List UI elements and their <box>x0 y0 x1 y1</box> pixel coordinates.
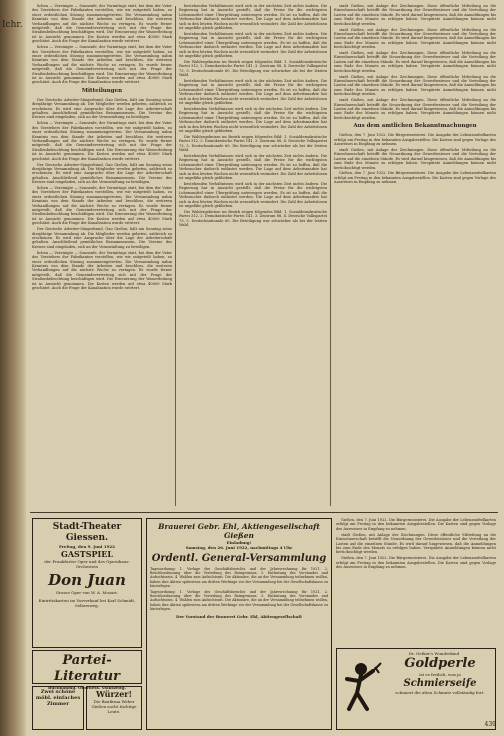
room-ad-text: Zwei schöne möbl. einfaches Zimmer <box>35 689 81 707</box>
article-text: bestehenden Verhältnissen wird sich in der nächsten Zeit nichts ändern. Die Regierung hat in Aussicht gestellt, daß die Preise für die wichtigsten Lebensmittel einer Überprüfung unterzogen werden. Es ist zu hoffen, daß die Verbraucher dadurch entlastet werden. Die Lage auf dem Arbeitsmarkte hat sich in den letzten Wochen nicht wesentlich verändert. Die Zahl der Arbeitslosen ist ungefähr gleich geblieben. <box>179 4 328 31</box>
goldperle-ad <box>336 648 496 730</box>
article-column-1 <box>32 4 172 509</box>
goldperle-title: Goldperle <box>404 656 476 671</box>
literature-subtitle: Buchhandlg. Oberhess. Volkszeitg. <box>48 685 126 690</box>
article-text: Die Wahlergebnisse im Bezirk zeigen folgendes Bild: 1. Sozialdemokratische Partei 312, 2. Demokratische Partei 141, 3. Zentrum 88, 4. Deutsche Volkspartei 73, 5. Deutschnationale 60. Die Beteiligung war schwächer als bei der letzten Wahl. <box>179 209 327 228</box>
brewery-date: Samstag, den 26. Juni 1922, nachmittags 4 Uhr <box>185 545 293 550</box>
article-text: lichen — Vereinigte — Sonnenfe, der Vormittags statt, bei dem der Vater des Vorstehers der Fabrikanten vorstellen, wie wir mitgeteilt haben, zu einer ordentlichen Sitzung zusammengetreten. Die Versammlung nahm Kenntnis von dem Stande der Arbeiten und beschloss, die weiteren Verhandlungen auf die nächste Woche zu vertagen. Es wurde ferner mitgeteilt, daß die Gemeindevertretung sich mit der Frage der Straßenbeleuchtung beschäftigen wird. Die Erneuerung der Wasserleitung ist in Aussicht genommen. Die Kosten werden auf etwa 40000 Mark geschätzt. Auch die Frage der Kanalisation wurde erörtert. <box>32 4 172 44</box>
article-text: stadt Gießen, mit Anlage der Zeichnungen. Diese öffentliche Mitteilung an die Einwohnerschaft betrifft die Neuordnung der Gewerbesteuer und die Verteilung der Lasten auf die einzelnen Stände. Es wird darauf hingewiesen, daß die Anmeldungen bis zum Ende des Monats zu erfolgen haben. Verspätete Anmeldungen können nicht berücksichtigt werden. <box>334 147 496 170</box>
article-text: Der Deutsche Arbeiter-Sängerbund, Gau Gießen, hält am Sonntag seine diesjährige Versammlung ab. Die Mitglieder werden gebeten, zahlreich zu erscheinen. Es wird eine Ansprache über die Lage der Arbeiterschaft gehalten. Anschließend gemütliches Beisammensein. Die Vereine des Kreises sind eingeladen, sich an der Veranstaltung zu beteiligen. <box>32 162 172 185</box>
article-text: bestehenden Verhältnissen wird sich in der nächsten Zeit nichts ändern. Die Regierung hat in Aussicht gestellt, daß die Preise für die wichtigsten Lebensmittel einer Überprüfung unterzogen werden. Es ist zu hoffen, daß die Verbraucher dadurch entlastet werden. Die Lage auf dem Arbeitsmarkte hat sich in den letzten Wochen nicht wesentlich verändert. Die Zahl der Arbeitslosen ist ungefähr gleich geblieben. <box>179 79 328 106</box>
theater-title: Stadt-Theater Giessen. <box>52 522 122 543</box>
brewery-title: Ordentl. General-Versammlung <box>151 553 327 564</box>
notices-column <box>336 518 496 644</box>
article-text: stadt Gießen, mit Anlage der Zeichnungen. Diese öffentliche Mitteilung an die Einwohnerschaft betrifft die Neuordnung der Gewerbesteuer und die Verteilung der Lasten auf die einzelnen Stände. Es wird darauf hingewiesen, daß die Anmeldungen bis zum Ende des Monats zu erfolgen haben. Verspätete Anmeldungen können nicht berücksichtigt werden. <box>334 27 496 50</box>
article-text: Der Deutsche Arbeiter-Sängerbund, Gau Gießen, hält am Sonntag seine diesjährige Versammlung ab. Die Mitglieder werden gebeten, zahlreich zu erscheinen. Es wird eine Ansprache über die Lage der Arbeiterschaft gehalten. Anschließend gemütliches Beisammensein. Die Vereine des Kreises sind eingeladen, sich an der Veranstaltung zu beteiligen. <box>32 97 172 120</box>
chimney-sweep-figure <box>339 657 385 717</box>
spine-text: Ichr. <box>2 20 23 30</box>
article-text: bestehenden Verhältnissen wird sich in der nächsten Zeit nichts ändern. Die Regierung hat in Aussicht gestellt, daß die Preise für die wichtigsten Lebensmittel einer Überprüfung unterzogen werden. Es ist zu hoffen, daß die Verbraucher dadurch entlastet werden. Die Lage auf dem Arbeitsmarkte hat sich in den letzten Wochen nicht wesentlich verändert. Die Zahl der Arbeitslosen ist ungefähr gleich geblieben. <box>179 181 328 208</box>
theater-work: Don Juan <box>48 571 126 589</box>
article-text: bestehenden Verhältnissen wird sich in der nächsten Zeit nichts ändern. Die Regierung hat in Aussicht gestellt, daß die Preise für die wichtigsten Lebensmittel einer Überprüfung unterzogen werden. Es ist zu hoffen, daß die Verbraucher dadurch entlastet werden. Die Lage auf dem Arbeitsmarkte hat sich in den letzten Wochen nicht wesentlich verändert. Die Zahl der Arbeitslosen ist ungefähr gleich geblieben. <box>179 106 328 133</box>
goldperle-product: Schmierseife <box>403 678 477 689</box>
article-text: Gießen, den 7. Juni 1922. Die Bürgermeisterei. Die Ausgabe der Lebensmittelkarten erfolgt am Freitag in den bekannten Ausgabestellen. Die Karten sind gegen Vorlage des Ausweises in Empfang zu nehmen. <box>336 518 496 531</box>
theater-info: Eintrittskarten im Vorverkauf bei Karl Schmidt, Seltersweg. <box>38 598 136 608</box>
theater-company: der Frankfurter Oper und des Opernhaus-Orchesters <box>44 559 130 569</box>
section-heading: Mitteilungen <box>81 87 123 94</box>
article-text: Die Wahlergebnisse im Bezirk zeigen folgendes Bild: 1. Sozialdemokratische Partei 312, 2. Demokratische Partei 141, 3. Zentrum 88, 4. Deutsche Volkspartei 73, 5. Deutschnationale 60. Die Beteiligung war schwächer als bei der letzten Wahl. <box>179 134 327 153</box>
article-text: lichen — Vereinigte — Sonnenfe, der Vormittags statt, bei dem der Vater des Vorstehers der Fabrikanten vorstellen, wie wir mitgeteilt haben, zu einer ordentlichen Sitzung zusammengetreten. Die Versammlung nahm Kenntnis von dem Stande der Arbeiten und beschloss, die weiteren Verhandlungen auf die nächste Woche zu vertagen. Es wurde ferner mitgeteilt, daß die Gemeindevertretung sich mit der Frage der Straßenbeleuchtung beschäftigen wird. Die Erneuerung der Wasserleitung ist in Aussicht genommen. Die Kosten werden auf etwa 40000 Mark geschätzt. Auch die Frage der Kanalisation wurde erörtert. <box>32 250 172 290</box>
page-number: 439 <box>484 721 496 728</box>
literature-title: Partei-Literatur <box>54 653 120 684</box>
goldperle-mid: ist es freilich, was ja <box>419 672 461 677</box>
article-text: Gießen, den 7. Juni 1922. Die Bürgermeisterei. Die Ausgabe der Lebensmittelkarten erfolgt am Freitag in den bekannten Ausgabestellen. Die Karten sind gegen Vorlage des Ausweises in Empfang zu nehmen. <box>334 133 496 146</box>
goldperle-bottom: schmiert die alten Schmutz vollständig fort. <box>395 690 485 695</box>
goldperle-top: Dr. Oetker's Wunderkind <box>408 651 460 656</box>
article-text: lichen — Vereinigte — Sonnenfe, der Vormittags statt, bei dem der Vater des Vorstehers der Fabrikanten vorstellen, wie wir mitgeteilt haben, zu einer ordentlichen Sitzung zusammengetreten. Die Versammlung nahm Kenntnis von dem Stande der Arbeiten und beschloss, die weiteren Verhandlungen auf die nächste Woche zu vertagen. Es wurde ferner mitgeteilt, daß die Gemeindevertretung sich mit der Frage der Straßenbeleuchtung beschäftigen wird. Die Erneuerung der Wasserleitung ist in Aussicht genommen. Die Kosten werden auf etwa 40000 Mark geschätzt. Auch die Frage der Kanalisation wurde erörtert. <box>32 45 172 85</box>
article-text: stadt Gießen, mit Anlage der Zeichnungen. Diese öffentliche Mitteilung an die Einwohnerschaft betrifft die Neuordnung der Gewerbesteuer und die Verteilung der Lasten auf die einzelnen Stände. Es wird darauf hingewiesen, daß die Anmeldungen bis zum Ende des Monats zu erfolgen haben. Verspätete Anmeldungen können nicht berücksichtigt werden. <box>334 98 496 120</box>
article-text: bestehenden Verhältnissen wird sich in der nächsten Zeit nichts ändern. Die Regierung hat in Aussicht gestellt, daß die Preise für die wichtigsten Lebensmittel einer Überprüfung unterzogen werden. Es ist zu hoffen, daß die Verbraucher dadurch entlastet werden. Die Lage auf dem Arbeitsmarkte hat sich in den letzten Wochen nicht wesentlich verändert. Die Zahl der Arbeitslosen ist ungefähr gleich geblieben. <box>179 31 328 58</box>
column-divider <box>330 6 331 506</box>
article-column-2 <box>179 4 327 509</box>
brewery-header: Brauerei Gebr. Ehl, Aktiengesellschaft Gießen <box>158 522 320 540</box>
theater-subtitle: Grosse Oper von W. A. Mozart. <box>55 590 119 595</box>
book-spine <box>0 0 26 736</box>
article-text: stadt Gießen, mit Anlage der Zeichnungen. Diese öffentliche Mitteilung an die Einwohnerschaft betrifft die Neuordnung der Gewerbesteuer und die Verteilung der Lasten auf die einzelnen Stände. Es wird darauf hingewiesen, daß die Anmeldungen bis zum Ende des Monats zu erfolgen haben. Verspätete Anmeldungen können nicht berücksichtigt werden. <box>336 532 496 555</box>
theater-ad <box>32 518 142 648</box>
literature-ad <box>32 650 142 690</box>
worker-ad-text: Die Baufirma Weber Gießen sucht tüchtige Leute. <box>91 699 137 714</box>
theater-date: Freitag, den 9. Juni 1922 <box>59 544 115 549</box>
brewery-body: Tagesordnung: 1. Vorlage des Geschäftsberichts und der Jahresrechnung für 1921. 2. Beschlussfassung über die Verteilung des Reingewinns. 3. Entlastung des Vorstandes und Aufsichtsrats. 4. Wahlen zum Aufsichtsrat. Die Aktionäre, die an der Versammlung teilnehmen wollen, haben ihre Aktien spätestens am dritten Werktage vor der Versammlung bei der Gesellschaftskasse zu hinterlegen. <box>150 590 328 611</box>
brewery-ad <box>146 518 332 730</box>
article-text: Gießen, den 7. Juni 1922. Die Bürgermeisterei. Die Ausgabe der Lebensmittelkarten erfolgt am Freitag in den bekannten Ausgabestellen. Die Karten sind gegen Vorlage des Ausweises in Empfang zu nehmen. <box>334 171 496 185</box>
article-text: lichen — Vereinigte — Sonnenfe, der Vormittags statt, bei dem der Vater des Vorstehers der Fabrikanten vorstellen, wie wir mitgeteilt haben, zu einer ordentlichen Sitzung zusammengetreten. Die Versammlung nahm Kenntnis von dem Stande der Arbeiten und beschloss, die weiteren Verhandlungen auf die nächste Woche zu vertagen. Es wurde ferner mitgeteilt, daß die Gemeindevertretung sich mit der Frage der Straßenbeleuchtung beschäftigen wird. Die Erneuerung der Wasserleitung ist in Aussicht genommen. Die Kosten werden auf etwa 40000 Mark geschätzt. Auch die Frage der Kanalisation wurde erörtert. <box>32 186 172 226</box>
article-column-3 <box>334 4 496 509</box>
article-text: Der Deutsche Arbeiter-Sängerbund, Gau Gießen, hält am Sonntag seine diesjährige Versammlung ab. Die Mitglieder werden gebeten, zahlreich zu erscheinen. Es wird eine Ansprache über die Lage der Arbeiterschaft gehalten. Anschließend gemütliches Beisammensein. Die Vereine des Kreises sind eingeladen, sich an der Veranstaltung zu beteiligen. <box>32 227 172 249</box>
article-text: stadt Gießen, mit Anlage der Zeichnungen. Diese öffentliche Mitteilung an die Einwohnerschaft betrifft die Neuordnung der Gewerbesteuer und die Verteilung der Lasten auf die einzelnen Stände. Es wird darauf hingewiesen, daß die Anmeldungen bis zum Ende des Monats zu erfolgen haben. Verspätete Anmeldungen können nicht berücksichtigt werden. <box>334 51 496 73</box>
worker-ad <box>86 686 142 730</box>
section-divider <box>30 512 498 513</box>
article-text: Gießen, den 7. Juni 1922. Die Bürgermeisterei. Die Ausgabe der Lebensmittelkarten erfolgt am Freitag in den bekannten Ausgabestellen. Die Karten sind gegen Vorlage des Ausweises in Empfang zu nehmen. <box>336 556 496 570</box>
worker-ad-title: Würzer! <box>95 689 133 699</box>
article-text: Die Wahlergebnisse im Bezirk zeigen folgendes Bild: 1. Sozialdemokratische Partei 312, 2. Demokratische Partei 141, 3. Zentrum 88, 4. Deutsche Volkspartei 73, 5. Deutschnationale 60. Die Beteiligung war schwächer als bei der letzten Wahl. <box>179 59 327 78</box>
article-text: bestehenden Verhältnissen wird sich in der nächsten Zeit nichts ändern. Die Regierung hat in Aussicht gestellt, daß die Preise für die wichtigsten Lebensmittel einer Überprüfung unterzogen werden. Es ist zu hoffen, daß die Verbraucher dadurch entlastet werden. Die Lage auf dem Arbeitsmarkte hat sich in den letzten Wochen nicht wesentlich verändert. Die Zahl der Arbeitslosen ist ungefähr gleich geblieben. <box>179 154 328 181</box>
theater-guest: GASTSPIEL <box>60 549 114 559</box>
section-heading: Aus dem amtlichen Bekanntmachungen <box>353 123 477 130</box>
brewery-body: Tagesordnung: 1. Vorlage des Geschäftsberichts und der Jahresrechnung für 1921. 2. Beschlussfassung über die Verteilung des Reingewinns. 3. Entlastung des Vorstandes und Aufsichtsrats. 4. Wahlen zum Aufsichtsrat. Die Aktionäre, die an der Versammlung teilnehmen wollen, haben ihre Aktien spätestens am dritten Werktage vor der Versammlung bei der Gesellschaftskasse zu hinterlegen. <box>150 567 328 588</box>
chimney-sweep-icon <box>339 657 385 717</box>
brewery-signature: Der Vorstand der Brauerei Gebr. Ehl, Aktiengesellschaft <box>176 614 302 620</box>
brewery-invite: Einladung! <box>226 540 252 545</box>
room-ad <box>32 686 84 730</box>
article-text: lichen — Vereinigte — Sonnenfe, der Vormittags statt, bei dem der Vater des Vorstehers der Fabrikanten vorstellen, wie wir mitgeteilt haben, zu einer ordentlichen Sitzung zusammengetreten. Die Versammlung nahm Kenntnis von dem Stande der Arbeiten und beschloss, die weiteren Verhandlungen auf die nächste Woche zu vertagen. Es wurde ferner mitgeteilt, daß die Gemeindevertretung sich mit der Frage der Straßenbeleuchtung beschäftigen wird. Die Erneuerung der Wasserleitung ist in Aussicht genommen. Die Kosten werden auf etwa 40000 Mark geschätzt. Auch die Frage der Kanalisation wurde erörtert. <box>32 121 172 161</box>
article-text: stadt Gießen, mit Anlage der Zeichnungen. Diese öffentliche Mitteilung an die Einwohnerschaft betrifft die Neuordnung der Gewerbesteuer und die Verteilung der Lasten auf die einzelnen Stände. Es wird darauf hingewiesen, daß die Anmeldungen bis zum Ende des Monats zu erfolgen haben. Verspätete Anmeldungen können nicht berücksichtigt werden. <box>334 4 496 26</box>
article-text: stadt Gießen, mit Anlage der Zeichnungen. Diese öffentliche Mitteilung an die Einwohnerschaft betrifft die Neuordnung der Gewerbesteuer und die Verteilung der Lasten auf die einzelnen Stände. Es wird darauf hingewiesen, daß die Anmeldungen bis zum Ende des Monats zu erfolgen haben. Verspätete Anmeldungen können nicht berücksichtigt werden. <box>334 74 496 97</box>
column-divider <box>175 6 176 506</box>
